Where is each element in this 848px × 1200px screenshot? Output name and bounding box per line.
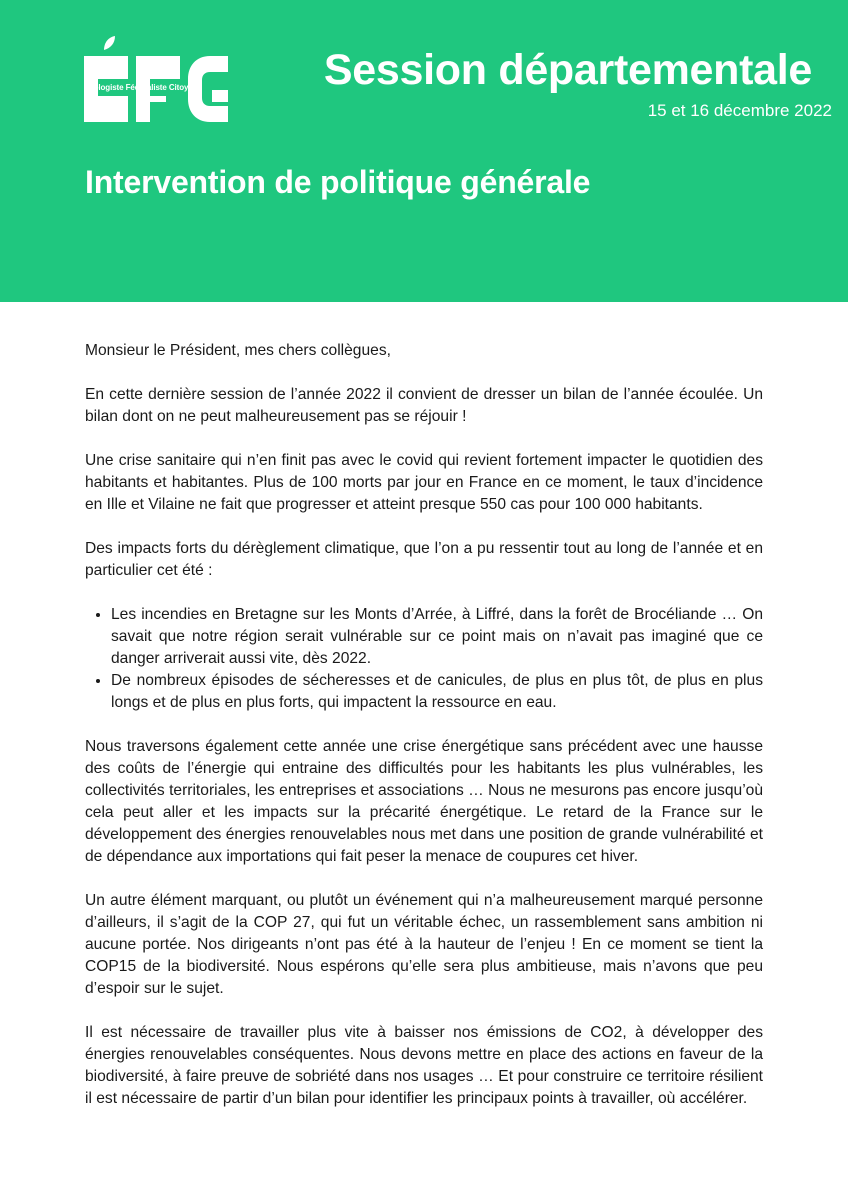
header-banner	[0, 0, 848, 302]
paragraph: En cette dernière session de l’année 2022 il convient de dresser un bilan de l’année écoulée. Un bilan dont on ne peut malheureusement pas se réjouir !	[85, 386, 763, 425]
list-item: • De nombreux épisodes de sécheresses et de canicules, de plus en plus tôt, de plus en plus longs et de plus en plus forts, qui impactent la ressource en eau.	[111, 670, 763, 714]
speech-body	[85, 340, 763, 1132]
paragraph: Nous traversons également cette année une crise énergétique sans précédent avec une hausse des coûts de l’énergie qui entraine des difficultés pour les habitants les plus vulnérables, les collectivités territoriales, les entreprises et associations … Nous ne mesurons pas encore jusqu’où cela peut aller et les impacts sur la précarité énergétique. Le retard de la France sur le développement des énergies renouvelables nous met dans une position de grande vulnérabilité et de dépendance aux importations qui fait peser la menace de coupures cet hiver.	[85, 738, 763, 865]
paragraph: Des impacts forts du dérèglement climatique, que l’on a pu ressentir tout au long de l’année et en particulier cet été :	[85, 540, 763, 579]
page-title: Session départementale	[323, 46, 812, 94]
paragraph: Un autre élément marquant, ou plutôt un événement qui n’a malheureusement marqué personne d’ailleurs, il s’agit de la COP 27, qui fut un véritable échec, un rassemblement sans ambition ni aucune portée. Nos dirigeants n’ont pas été à la hauteur de l’enjeu ! En ce moment se tient la COP15 de la biodiversité. Nous espérons qu’elle sera plus ambitieuse, mais n’avons que peu d’espoir sur le sujet.	[85, 892, 763, 997]
greeting: Monsieur le Président, mes chers collègues,	[85, 342, 391, 359]
bullet-list	[85, 604, 763, 714]
session-date: 15 et 16 décembre 2022	[647, 101, 832, 120]
page-subtitle: Intervention de politique générale	[85, 164, 591, 200]
efc-logo-mark	[84, 36, 230, 122]
list-item: • Les incendies en Bretagne sur les Monts d’Arrée, à Liffré, dans la forêt de Brocéliande … On savait que notre région serait vulnérable sur ce point mais on n’avait pas imaginé que ce danger arriverait aussi vite, dès 2022.	[111, 604, 763, 670]
efc-logo	[84, 36, 230, 122]
paragraph: Une crise sanitaire qui n’en finit pas avec le covid qui revient fortement impacter le quotidien des habitants et habitantes. Plus de 100 morts par jour en France en ce moment, le taux d’incidence en Ille et Vilaine ne fait que progresser et atteint presque 550 cas pour 100 000 habitants.	[85, 452, 763, 513]
logo-caption: Écologiste Fédéraliste Citoyen	[84, 83, 198, 92]
paragraph: Il est nécessaire de travailler plus vite à baisser nos émissions de CO2, à développer des énergies renouvelables conséquentes. Nous devons mettre en place des actions en faveur de la biodiversité, à faire preuve de sobriété dans nos usages … Et pour construire ce territoire résilient il est nécessaire de partir d’un bilan pour identifier les principaux points à travailler, où accélérer.	[85, 1024, 763, 1107]
